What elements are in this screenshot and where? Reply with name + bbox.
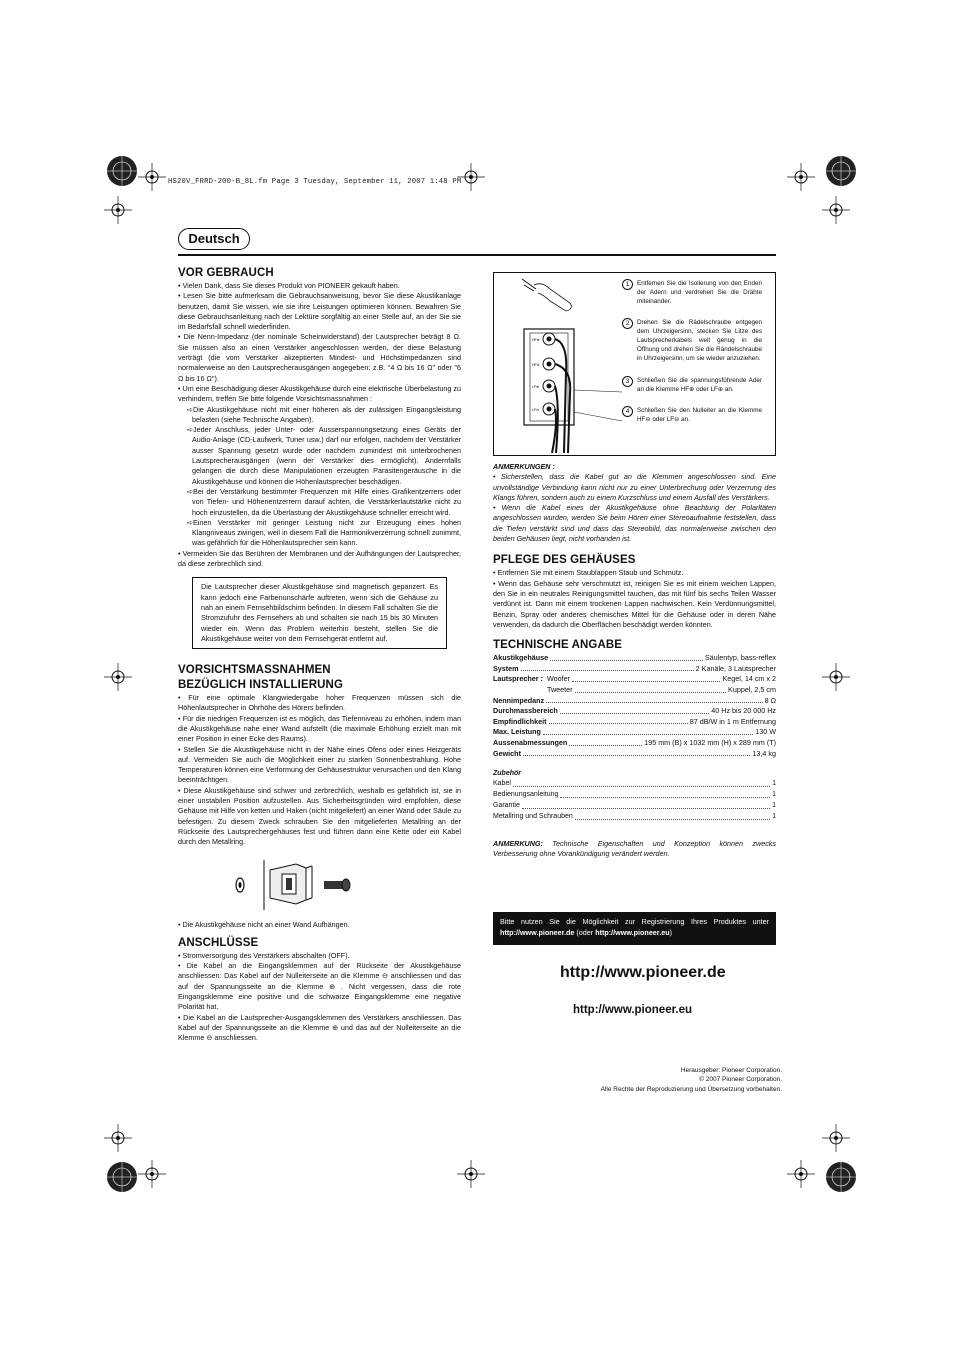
target-mark-icon <box>104 1124 132 1152</box>
remark-label: ANMERKUNG: <box>493 838 543 848</box>
crosshair-icon <box>103 1158 141 1196</box>
crosshair-icon <box>822 152 860 190</box>
step-text: Drehen Sie die Rädelschraube entgegen dem Uhrzeigersinn, stecken Sie Litze des Lautsprecherkabels weit genug in die Öffnung und drehen Sie die Rändelschraube in Uhrzeigersinn, um sie wieder anzuziehen. <box>637 319 762 362</box>
title-line-1: VORSICHTSMASSNAHMEN <box>178 664 331 677</box>
paragraph: • Für die niedrigen Frequenzen ist es möglich, das Tiefenniveau zu erhöhen, indem man die Akustikgehäuse nahe einer Wand aufstellt (die maximale Erhöhung erzielt man mit einer Position in einer Ecke des Raums). <box>178 713 461 744</box>
paragraph: • Vermeiden Sie das Berühren der Membranen und der Aufhängungen der Lautsprecher, da diese zerbrechlich sind. <box>178 548 461 569</box>
spec-remark <box>493 839 776 860</box>
section-title-technische-angabe: TECHNISCHE ANGABE <box>493 639 623 652</box>
dot-leader <box>523 749 750 757</box>
spec-key: System <box>493 663 519 673</box>
spec-key: Empfindlichkeit <box>493 716 547 726</box>
target-mark-icon <box>822 663 850 691</box>
spec-key: Lautsprecher : <box>493 674 543 684</box>
note: • Wenn die Kabel eines der Akustikgehäuse ohne Beachtung der Polarltäten angeschlossen wurden, werden Sie beim Hören einer Stereoaufnahme feststellen, dass die Tiefen verstärkt sind und dass das Stereobild, das normalerweise zwischen den beiden Gehäusen liegt, nicht vorhanden ist. <box>493 503 776 544</box>
accessory-qty: 1 <box>772 812 776 820</box>
target-mark-icon <box>138 1160 166 1188</box>
target-mark-icon <box>104 196 132 224</box>
spec-value: 40 Hz bis 20 000 Hz <box>711 706 776 716</box>
website-url-eu[interactable]: http://www.pioneer.eu <box>573 1004 693 1016</box>
sub-item: ➪Einen Verstärker mit geringer Leistung nicht zur Erzeugung eines hohen Klangniveaus zwingen, weil in diesem Fall die Harmonikverzerrung schnell zunimmt, was gefährlich für die Höhenlautsprecher sein kann. <box>187 517 461 548</box>
spec-row <box>493 696 776 707</box>
accessory-name: Bedienungsanleitung <box>493 791 559 799</box>
step-number: 3 <box>622 376 633 387</box>
paragraph: • Die Nenn-Impedanz (der nominale Scheinwiderstand) der Lautsprecher beträgt 8 Ω. Sie müssen also an einen Verstärker angeschlossen werden, der diese Belastung verträgt (die vom Verstärker akzeptierten Mindest- und Höchstimpedanzen sind normalerweise an den Lautsprecherausgängen angegeben: z.B. "4 Ω bis 16 Ω" oder "6 Ω bis 16 Ω"). <box>178 332 461 383</box>
crosshair-icon <box>822 1158 860 1196</box>
step-3 <box>622 376 762 394</box>
spec-key: Max. Leistung <box>493 727 541 737</box>
wall-mount-illustration <box>178 854 461 916</box>
paragraph: • Lesen Sie bitte aufmerksam die Gebrauchsanweisung, bevor Sie diese Akustikanlage benutzen, damit Sie wissen, wie sie ihre Leistungen optimieren können. Bewahren Sie diese Gebrauchsanleitung nach der Lektüre sorgfältig an einer Stelle auf, an der Sie sie im Bedarfsfall schnell wiederfinden. <box>178 291 461 332</box>
step-text: Schließen Sie die spannungsführende Ader an die Klemme HF⊕ oder LF⊕ an. <box>637 377 762 393</box>
spec-row <box>493 727 776 738</box>
registration-link-eu[interactable]: http://www.pioneer.eu <box>595 927 670 937</box>
note: • Sicherstellen, dass die Kabel gut an die Klemmen angeschlossen sind. Eine unvollständige Verbindung kann nicht nur zu einer Unterbrechung oder Verzerrung des Klangs führen, sondern auch zu einem Kurzschluss und einem Ausfall des Verstärkers. <box>493 472 776 502</box>
dot-leader <box>560 706 710 714</box>
dot-leader <box>513 779 770 787</box>
target-mark-icon <box>822 196 850 224</box>
paragraph: • Um eine Beschädigung dieser Akustikgehäuse durch eine elektrische Überbelastung zu verhindern, treffen Sie bitte folgende Vorsichtsmassnahmen : <box>178 383 461 404</box>
website-url-de[interactable]: http://www.pioneer.de <box>560 964 726 981</box>
paragraph: • Stellen Sie die Akustikgehäuse nicht in der Nähe eines Ofens oder eines Heizgeräts auf. Vermeiden Sie auch die Möglichkeit einer zu starken Sonnenbestrahlung. Hohe Temperaturen können eine Verformung der Gehäusestruktur verursachen und den Klang beeinträchtigen. <box>178 744 461 785</box>
accessory-qty: 1 <box>772 780 776 788</box>
registration-mid: (oder <box>574 927 596 937</box>
target-mark-icon <box>138 163 166 191</box>
paragraph: • Vielen Dank, dass Sie dieses Produkt von PIONEER gekauft haben. <box>178 281 400 290</box>
step-number: 2 <box>622 318 633 329</box>
spec-value: 2 Kanäle, 3 Lautsprecher <box>695 663 776 673</box>
publisher-info <box>601 1066 782 1094</box>
right-column <box>493 462 776 859</box>
file-header: HS20V_FRRD-200-B_8L.fm Page 3 Tuesday, September 11, 2007 1:48 PM <box>168 178 462 186</box>
magnetic-shield-notice: Die Lautsprecher dieser Akustikgehäuse sind magnetisch gepanzert. Es kann jedoch eine Farbenunschärfe auftreten, wenn sich die Gehäuse zu nah an einem Fernsehbildschirm befinden. In diesem Fall schalten Sie die Stromzufuhr des Fernsehers ab und schalten sie nach 15 bis 30 Minuten wieder ein. Wenn das Problem weiterhin besteht, stellen Sie die Akustikgehäuse weiter von dem Fernsehgerät entfernt auf. <box>192 577 447 649</box>
step-text: Schließen Sie den Nulleiter an die Klemme HF⊖ oder LF⊖ an. <box>637 407 762 423</box>
accessory-qty: 1 <box>772 791 776 799</box>
spec-value: 87 dB/W in 1 m Entfernung <box>689 716 776 726</box>
target-mark-icon <box>104 663 132 691</box>
accessory-qty: 1 <box>772 801 776 809</box>
dot-leader <box>521 664 694 672</box>
accessory-item <box>493 779 776 790</box>
target-mark-icon <box>787 163 815 191</box>
publisher-line: Herausgeber: Pioneer Corporation. <box>680 1067 782 1074</box>
registration-link-de[interactable]: http://www.pioneer.de <box>500 927 575 937</box>
figure-caption: • Die Akustikgehäuse nicht an einer Wand Aufhängen. <box>178 919 350 929</box>
step-1 <box>622 279 762 306</box>
accessory-name: Metallring und Schrauben <box>493 812 573 820</box>
accessory-item <box>493 790 776 801</box>
section-title-vorsichtsmassnahmen <box>178 663 461 693</box>
paragraph: • Für eine optimale Klangwiedergabe hoher Frequenzen müssen sich die Höhenlautsprecher in Ohrhöhe des Hörers befinden. <box>178 693 461 713</box>
connection-diagram-box <box>493 272 776 456</box>
spec-row <box>493 738 776 749</box>
spec-value: Säulentyp, bass-reflex <box>704 653 776 663</box>
notes-title: ANMERKUNGEN : <box>493 462 555 471</box>
language-tab: Deutsch <box>178 228 250 250</box>
dot-leader <box>549 717 688 725</box>
accessory-item <box>493 812 776 823</box>
spec-row <box>493 717 776 728</box>
dot-leader <box>569 738 642 746</box>
spec-value: 130 W <box>755 727 776 737</box>
spec-value: 8 Ω <box>764 695 776 705</box>
terminal-label-hf-plus: HF⊕ <box>532 338 540 342</box>
terminal-label-lf-plus: LF⊕ <box>532 385 540 389</box>
section-title-pflege: PFLEGE DES GEHÄUSES <box>493 554 636 567</box>
spec-value: 13,4 kg <box>752 748 776 758</box>
spec-row <box>493 749 776 760</box>
copyright-line: © 2007 Pioneer Corporation. <box>699 1076 782 1084</box>
accessories-title: Zubehör <box>493 770 521 778</box>
connection-diagram <box>494 273 624 455</box>
spec-key: Durchmassbereich <box>493 706 558 716</box>
spec-row <box>493 664 776 675</box>
dot-leader <box>572 674 720 682</box>
paragraph: • Diese Akustikgehäuse sind schwer und zerbrechlich, weshalb es gefährlich ist, sie in einer unstabilen Position aufzustellen. Aus Sicherheitsgründen wird empfohlen, diese Gehäuse mit Hilfe von ketten und Haken (nicht mitgeliefert) an einer Wand oder Säule zu befestigen. Zu diesem Zweck schrauben Sie den mitgelieferten Metallring an der Rückseite des Lautsprechergehäuses fest und führen dann eine Kette oder ein Kabel durch den Metallring. <box>178 785 461 847</box>
section-title-anschluesse: ANSCHLÜSSE <box>178 936 259 949</box>
spec-subkey: Tweeter <box>547 684 573 694</box>
target-mark-icon <box>822 1124 850 1152</box>
spec-subkey: Woofer <box>546 674 570 684</box>
spec-row <box>493 653 776 664</box>
sub-item: ➪Die Akustikgehäuse nicht mit einer höheren als der zulässigen Eingangsleistung belasten (siehe Technische Angaben). <box>187 404 461 424</box>
step-list <box>622 279 762 424</box>
accessory-name: Kabel <box>493 780 511 788</box>
registration-notice <box>493 912 776 945</box>
accessories-list <box>493 779 776 822</box>
dot-leader <box>522 801 770 809</box>
paragraph: • Die Kabel an die Eingangsklemmen auf der Rückseite der Akustikgehäuse anschliessen: Das Kabel auf der Nulleiterseite an die Klemme ⊖ anschliessen und das auf der Spannungsseite an die Klemme ⊕ . Nicht vergessen, dass die rote Eingangsklemme eine positive und die schwarze Eingangsklemme eine negative Polarität hat. <box>178 961 461 1012</box>
terminal-label-lf-minus: LF⊖ <box>532 408 540 412</box>
paragraph: • Stromversorgung des Verstärkers abschalten (OFF). <box>178 950 350 960</box>
accessory-item <box>493 801 776 812</box>
registration-text: Bitte nutzen Sie die Möglichkeit zur Registrierung Ihres Produktes unter <box>500 917 769 926</box>
accessory-name: Garantie <box>493 801 520 809</box>
sub-item: ➪Bei der Verstärkung bestimmter Frequenzen mit Hilfe eines Grafikentzerrers oder von Tiefen- und Höhenentzerrern darauf achten, die Verstärkerlautstärke nicht zu hoch einzustellen, da die Überlastung der Akustikgehäuse schneller erreicht wird. <box>187 486 461 517</box>
header-rule <box>178 254 776 256</box>
target-mark-icon <box>457 1160 485 1188</box>
step-text: Entfernen Sie die Isolierung von den Enden der Adern und verdrehen Sie die Drähte miteinander. <box>637 280 762 305</box>
dot-leader <box>575 812 770 820</box>
spec-value: 195 mm (B) x 1032 mm (H) x 289 mm (T) <box>644 737 776 747</box>
step-number: 4 <box>622 406 633 417</box>
spec-table <box>493 653 776 759</box>
crosshair-icon <box>103 152 141 190</box>
dot-leader <box>575 685 726 693</box>
spec-key: Akustikgehäuse <box>493 653 549 663</box>
section-title-vor-gebrauch: VOR GEBRAUCH <box>178 267 274 279</box>
paragraph: • Wenn das Gehäuse sehr verschmutzt ist, reinigen Sie es mit einem weichen Lappen, den Sie in ein neutrales Reinigungsmittel tauchen, das mit fünf bis sechs Teilen Wasser verdünnt ist. Dann mit einem trockenen Lappen nachwischen. Kein Verdünnungsmittel, Benzin, Spray oder anderes chemisches Mittel für die Gehäuse oder in deren Nähe verwenden, da dadurch die Oberflächen beschädigt werden könnten. <box>493 578 776 629</box>
dot-leader <box>543 727 753 735</box>
sub-item: ➪Jeder Anschluss, jeder Unter- oder Ausserspannungsetzung eines Geräts der Audio-Anlage (CD-Laufwerk, Tuner usw.) darf nur erfolgen, nachdem der Verstärker ausser Spannung gesetzt wurde oder nachdem zumindest mit unterbrochenen Lautsprecherausgängen (wenn der Verstärker dies ermöglicht). Andernfalls gelangen die durch diese Manipulationen erzeugten Parasitengeräusche in die Akustikgehäuse und können die Höhenlautsprecher beschädigen. <box>187 425 461 486</box>
rights-line: Alle Rechte der Reproduzierung und Übersetzung vorbehalten. <box>600 1085 782 1093</box>
terminal-label-hf-minus: HF⊖ <box>532 363 540 367</box>
spec-row <box>493 674 776 685</box>
spec-key: Nennimpedanz <box>493 695 545 705</box>
step-number: 1 <box>622 279 633 290</box>
remark-text: Technische Eigenschaften und Konzeption können zwecks Verbesserung ohne Vorankündigung verändert werden. <box>493 838 776 858</box>
paragraph: • Die Kabel an die Lautsprecher-Ausgangsklemmen des Verstärkers anschliessen. Das Kabel auf der Spannungsseite an die Klemme ⊕ und das auf der Nulleiterseite an die Klemme ⊖ anschliessen. <box>178 1012 461 1043</box>
spec-row <box>493 685 776 696</box>
dot-leader <box>560 790 770 798</box>
paragraph: • Entfernen Sie mit einem Staublappen Staub und Schmutz. <box>493 568 684 578</box>
spec-key: Aussenabmessungen <box>493 737 568 747</box>
spec-key: Gewicht <box>493 748 521 758</box>
target-mark-icon <box>457 163 485 191</box>
step-4 <box>622 406 762 424</box>
target-mark-icon <box>787 1160 815 1188</box>
spec-value: Kuppel, 2,5 cm <box>728 684 776 694</box>
step-2 <box>622 318 762 363</box>
dot-leader <box>546 696 763 704</box>
spec-row <box>493 706 776 717</box>
title-line-2: BEZÜGLICH INSTALLIERUNG <box>178 679 343 692</box>
dot-leader <box>550 653 703 661</box>
left-column <box>178 266 461 1044</box>
registration-end: ) <box>669 927 672 937</box>
spec-value: Kegel, 14 cm x 2 <box>722 674 776 684</box>
